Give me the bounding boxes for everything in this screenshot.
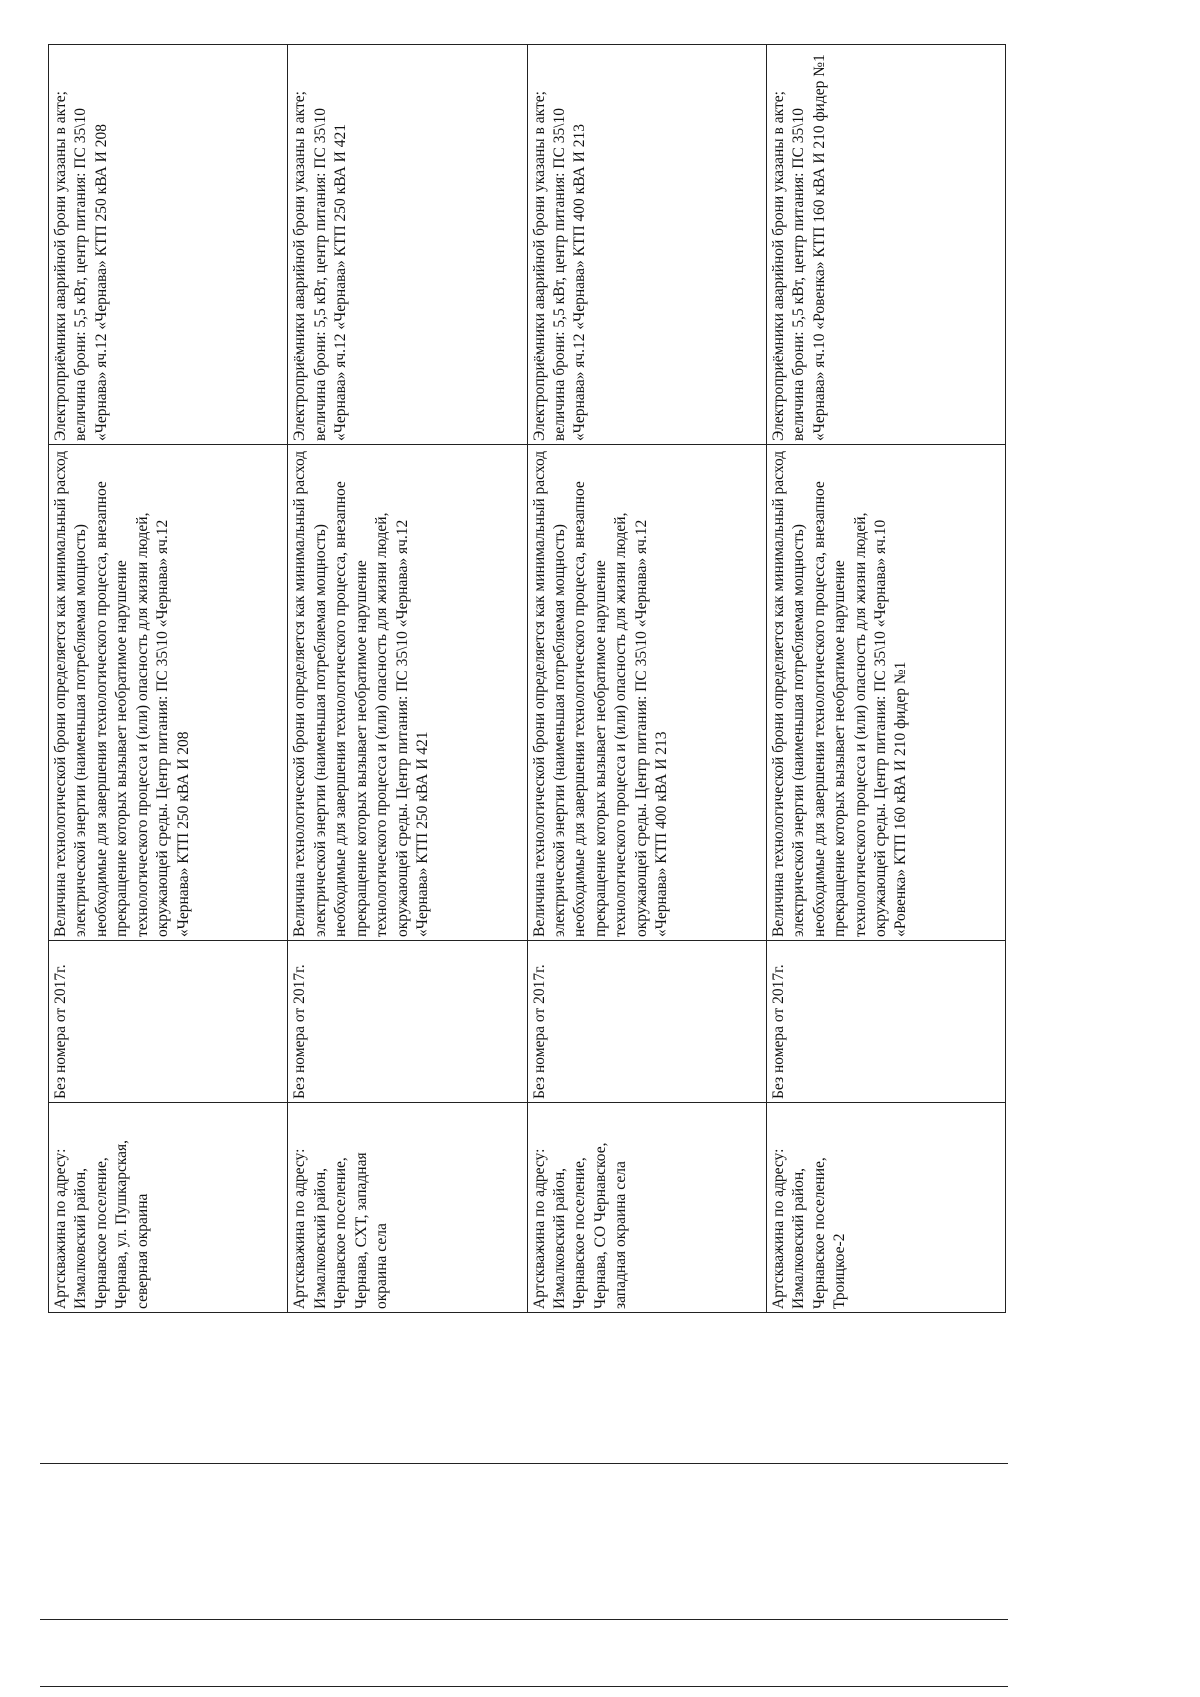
technological-reserve-cell: Величина технологической брони определяется как минимальный расход электрической энергии (наименьшая потребляемая мощность) необходимые для завершения технологического процесса, внезапное прекращение которых вызывает необратимое нарушение технологического процесса и (или) опасность для жизни людей, окружающей среды. Центр питания: ПС 35\10 «Чернава» яч.12 «Чернава» КТП 400 кВА И 213 — [527, 445, 766, 941]
object-address-cell: Артскважина по адресу: Измалковский район, Чернавское поселение, Чернава, ул. Пушкарская, северная окраина — [49, 1103, 288, 1313]
table-row — [288, 45, 527, 1313]
technological-reserve-cell: Величина технологической брони определяется как минимальный расход электрической энергии (наименьшая потребляемая мощность) необходимые для завершения технологического процесса, внезапное прекращение которых вызывает необратимое нарушение технологического процесса и (или) опасность для жизни людей, окружающей среды. Центр питания: ПС 35\10 «Чернава» яч.10 «Ровенка» КТП 160 кВА И 210 фидер №1 — [766, 445, 1005, 941]
table-row — [49, 45, 288, 1313]
signature-line — [40, 1686, 1008, 1687]
reserve-table — [48, 44, 1006, 1313]
emergency-reserve-cell: Электроприёмники аварийной брони указаны в акте; величина брони: 5,5 кВт, центр питания: ПС 35\10 «Чернава» яч.10 «Ровенка» КТП 160 кВА И 210 фидер №1 — [766, 45, 1005, 445]
act-cell: Без номера от 2017г. — [49, 941, 288, 1103]
technological-reserve-cell: Величина технологической брони определяется как минимальный расход электрической энергии (наименьшая потребляемая мощность) необходимые для завершения технологического процесса, внезапное прекращение которых вызывает необратимое нарушение технологического процесса и (или) опасность для жизни людей, окружающей среды. Центр питания: ПС 35\10 «Чернава» яч.12 «Чернава» КТП 250 кВА И 208 — [49, 445, 288, 941]
act-cell: Без номера от 2017г. — [527, 941, 766, 1103]
signature-line — [40, 1463, 1008, 1464]
object-address-cell: Артскважина по адресу: Измалковский район, Чернавское поселение, Троицкое-2 — [766, 1103, 1005, 1313]
act-cell: Без номера от 2017г. — [288, 941, 527, 1103]
object-address-cell: Артскважина по адресу: Измалковский район, Чернавское поселение, Чернава, СО Чернавское, западная окраина села — [527, 1103, 766, 1313]
rotated-table-container — [48, 45, 1006, 1313]
emergency-reserve-cell: Электроприёмники аварийной брони указаны в акте; величина брони: 5,5 кВт, центр питания: ПС 35\10 «Чернава» яч.12 «Чернава» КТП 250 кВА И 421 — [288, 45, 527, 445]
emergency-reserve-cell: Электроприёмники аварийной брони указаны в акте; величина брони: 5,5 кВт, центр питания: ПС 35\10 «Чернава» яч.12 «Чернава» КТП 250 кВА И 208 — [49, 45, 288, 445]
technological-reserve-cell: Величина технологической брони определяется как минимальный расход электрической энергии (наименьшая потребляемая мощность) необходимые для завершения технологического процесса, внезапное прекращение которых вызывает необратимое нарушение технологического процесса и (или) опасность для жизни людей, окружающей среды. Центр питания: ПС 35\10 «Чернава» яч.12 «Чернава» КТП 250 кВА И 421 — [288, 445, 527, 941]
table-row — [766, 45, 1005, 1313]
act-cell: Без номера от 2017г. — [766, 941, 1005, 1103]
signature-line — [40, 1619, 1008, 1620]
emergency-reserve-cell: Электроприёмники аварийной брони указаны в акте; величина брони: 5,5 кВт, центр питания: ПС 35\10 «Чернава» яч.12 «Чернава» КТП 400 кВА И 213 — [527, 45, 766, 445]
object-address-cell: Артскважина по адресу: Измалковский район, Чернавское поселение, Чернава, СХТ, западная окраина села — [288, 1103, 527, 1313]
table-row — [527, 45, 766, 1313]
